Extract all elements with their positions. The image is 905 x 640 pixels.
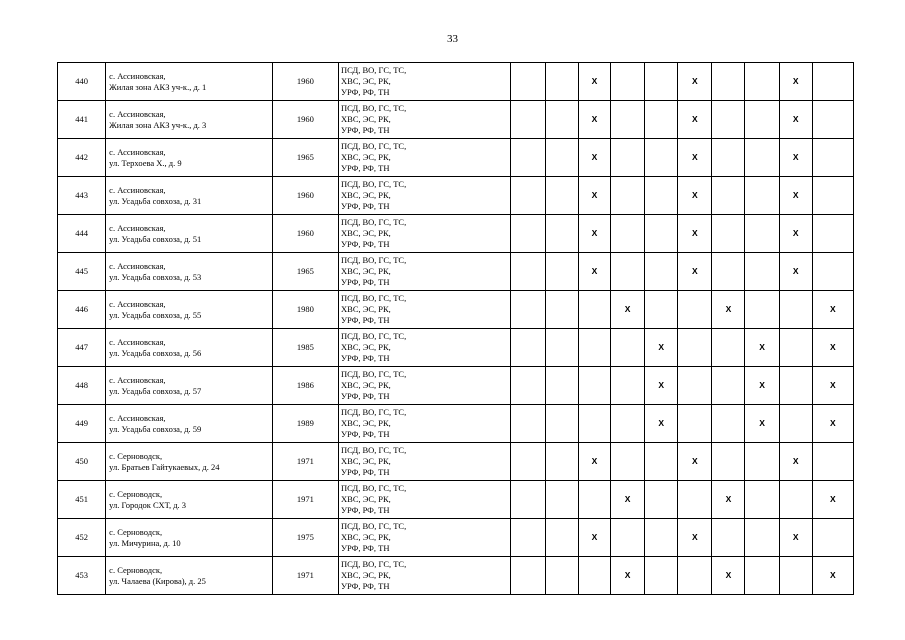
services-cell bbox=[339, 291, 511, 329]
services-line: УРФ, РФ, ТН bbox=[341, 125, 390, 135]
mark-cell bbox=[712, 329, 745, 367]
services-line: ПСД, ВО, ГС, ТС, bbox=[341, 255, 407, 265]
address-street: ул. Терхоева Х., д. 9 bbox=[109, 157, 182, 168]
services-cell bbox=[339, 253, 511, 291]
services-cell bbox=[339, 557, 511, 595]
mark-cell bbox=[611, 63, 645, 101]
mark-cell bbox=[545, 177, 578, 215]
mark-cell bbox=[812, 63, 853, 101]
mark-cell: X bbox=[779, 253, 812, 291]
services-line: ПСД, ВО, ГС, ТС, bbox=[341, 141, 407, 151]
services-cell bbox=[339, 367, 511, 405]
address-street: ул. Усадьба совхоза, д. 53 bbox=[109, 271, 202, 282]
mark-cell bbox=[578, 367, 610, 405]
table-row bbox=[58, 253, 854, 291]
address-settlement: с. Серноводск, bbox=[109, 488, 163, 499]
mark-cell bbox=[745, 557, 779, 595]
address-settlement: с. Ассиновская, bbox=[109, 336, 166, 347]
services-cell bbox=[339, 329, 511, 367]
mark-cell: X bbox=[611, 481, 645, 519]
mark-cell bbox=[645, 177, 678, 215]
address-street: ул. Усадьба совхоза, д. 55 bbox=[109, 309, 202, 320]
mark-cell bbox=[712, 367, 745, 405]
mark-cell: X bbox=[678, 101, 712, 139]
mark-cell bbox=[578, 405, 610, 443]
mark-cell bbox=[678, 405, 712, 443]
mark-cell bbox=[545, 519, 578, 557]
mark-cell bbox=[645, 557, 678, 595]
mark-cell bbox=[510, 63, 545, 101]
services-line: ПСД, ВО, ГС, ТС, bbox=[341, 559, 407, 569]
services-cell bbox=[339, 63, 511, 101]
build-year: 1985 bbox=[272, 329, 338, 367]
address-cell bbox=[106, 329, 273, 367]
services-line: ХВС, ЭС, РК, bbox=[341, 380, 391, 390]
services-line: ХВС, ЭС, РК, bbox=[341, 456, 391, 466]
address-cell bbox=[106, 443, 273, 481]
services-line: УРФ, РФ, ТН bbox=[341, 581, 390, 591]
row-number: 441 bbox=[58, 101, 106, 139]
mark-cell: X bbox=[745, 367, 779, 405]
row-number: 442 bbox=[58, 139, 106, 177]
services-line: ПСД, ВО, ГС, ТС, bbox=[341, 369, 407, 379]
mark-cell bbox=[611, 139, 645, 177]
mark-cell bbox=[510, 443, 545, 481]
mark-cell: X bbox=[578, 253, 610, 291]
mark-cell bbox=[545, 215, 578, 253]
services-line: ПСД, ВО, ГС, ТС, bbox=[341, 445, 407, 455]
mark-cell bbox=[545, 481, 578, 519]
mark-cell bbox=[510, 215, 545, 253]
mark-cell: X bbox=[779, 63, 812, 101]
mark-cell bbox=[611, 367, 645, 405]
mark-cell bbox=[745, 215, 779, 253]
address-settlement: с. Ассиновская, bbox=[109, 374, 166, 385]
mark-cell bbox=[645, 215, 678, 253]
mark-cell bbox=[645, 101, 678, 139]
mark-cell bbox=[745, 139, 779, 177]
mark-cell bbox=[578, 329, 610, 367]
services-cell bbox=[339, 481, 511, 519]
mark-cell: X bbox=[611, 557, 645, 595]
table-row bbox=[58, 101, 854, 139]
mark-cell: X bbox=[712, 481, 745, 519]
mark-cell bbox=[545, 291, 578, 329]
mark-cell bbox=[745, 291, 779, 329]
address-street: ул. Усадьба совхоза, д. 56 bbox=[109, 347, 202, 358]
mark-cell: X bbox=[779, 177, 812, 215]
row-number: 449 bbox=[58, 405, 106, 443]
address-cell bbox=[106, 481, 273, 519]
build-year: 1971 bbox=[272, 557, 338, 595]
mark-cell: X bbox=[645, 329, 678, 367]
services-line: ПСД, ВО, ГС, ТС, bbox=[341, 65, 407, 75]
mark-cell bbox=[745, 443, 779, 481]
address-street: ул. Мичурина, д. 10 bbox=[109, 537, 181, 548]
mark-cell bbox=[712, 63, 745, 101]
mark-cell: X bbox=[678, 177, 712, 215]
mark-cell bbox=[645, 481, 678, 519]
mark-cell bbox=[712, 519, 745, 557]
mark-cell bbox=[712, 405, 745, 443]
mark-cell: X bbox=[678, 519, 712, 557]
housing-registry-table bbox=[57, 62, 854, 595]
mark-cell bbox=[779, 557, 812, 595]
mark-cell bbox=[812, 139, 853, 177]
mark-cell bbox=[645, 443, 678, 481]
services-line: УРФ, РФ, ТН bbox=[341, 163, 390, 173]
address-street: ул. Братьев Гайтукаевых, д. 24 bbox=[109, 461, 220, 472]
mark-cell bbox=[545, 63, 578, 101]
mark-cell bbox=[745, 101, 779, 139]
row-number: 453 bbox=[58, 557, 106, 595]
mark-cell: X bbox=[812, 481, 853, 519]
mark-cell bbox=[712, 443, 745, 481]
mark-cell bbox=[510, 253, 545, 291]
address-street: ул. Усадьба совхоза, д. 51 bbox=[109, 233, 202, 244]
mark-cell bbox=[745, 253, 779, 291]
mark-cell bbox=[611, 101, 645, 139]
mark-cell: X bbox=[779, 519, 812, 557]
services-line: ХВС, ЭС, РК, bbox=[341, 190, 391, 200]
mark-cell: X bbox=[678, 253, 712, 291]
address-cell bbox=[106, 63, 273, 101]
build-year: 1971 bbox=[272, 443, 338, 481]
mark-cell bbox=[645, 253, 678, 291]
services-line: ПСД, ВО, ГС, ТС, bbox=[341, 483, 407, 493]
mark-cell bbox=[611, 405, 645, 443]
mark-cell bbox=[678, 481, 712, 519]
address-cell bbox=[106, 177, 273, 215]
mark-cell bbox=[779, 405, 812, 443]
mark-cell bbox=[779, 329, 812, 367]
services-cell bbox=[339, 215, 511, 253]
mark-cell bbox=[712, 253, 745, 291]
mark-cell bbox=[678, 557, 712, 595]
table-body bbox=[58, 63, 854, 595]
build-year: 1965 bbox=[272, 139, 338, 177]
address-cell bbox=[106, 519, 273, 557]
mark-cell bbox=[812, 215, 853, 253]
address-cell bbox=[106, 557, 273, 595]
mark-cell bbox=[645, 291, 678, 329]
mark-cell: X bbox=[578, 63, 610, 101]
services-line: УРФ, РФ, ТН bbox=[341, 543, 390, 553]
address-cell bbox=[106, 101, 273, 139]
address-settlement: с. Ассиновская, bbox=[109, 260, 166, 271]
services-line: ПСД, ВО, ГС, ТС, bbox=[341, 521, 407, 531]
services-line: ХВС, ЭС, РК, bbox=[341, 152, 391, 162]
mark-cell bbox=[611, 443, 645, 481]
mark-cell: X bbox=[812, 291, 853, 329]
table-row bbox=[58, 215, 854, 253]
services-line: УРФ, РФ, ТН bbox=[341, 505, 390, 515]
address-street: ул. Усадьба совхоза, д. 31 bbox=[109, 195, 202, 206]
mark-cell: X bbox=[645, 405, 678, 443]
mark-cell: X bbox=[812, 405, 853, 443]
mark-cell bbox=[611, 519, 645, 557]
mark-cell: X bbox=[578, 443, 610, 481]
services-line: ХВС, ЭС, РК, bbox=[341, 114, 391, 124]
build-year: 1986 bbox=[272, 367, 338, 405]
services-line: ХВС, ЭС, РК, bbox=[341, 570, 391, 580]
table-row bbox=[58, 405, 854, 443]
mark-cell bbox=[510, 481, 545, 519]
services-line: ПСД, ВО, ГС, ТС, bbox=[341, 331, 407, 341]
address-settlement: с. Ассиновская, bbox=[109, 70, 166, 81]
mark-cell bbox=[745, 63, 779, 101]
mark-cell: X bbox=[678, 139, 712, 177]
services-line: ПСД, ВО, ГС, ТС, bbox=[341, 103, 407, 113]
mark-cell bbox=[611, 253, 645, 291]
mark-cell: X bbox=[812, 329, 853, 367]
mark-cell: X bbox=[779, 101, 812, 139]
row-number: 444 bbox=[58, 215, 106, 253]
mark-cell: X bbox=[779, 443, 812, 481]
address-street: ул. Чалаева (Кирова), д. 25 bbox=[109, 575, 206, 586]
address-street: ул. Усадьба совхоза, д. 57 bbox=[109, 385, 202, 396]
address-cell bbox=[106, 367, 273, 405]
services-line: УРФ, РФ, ТН bbox=[341, 201, 390, 211]
mark-cell bbox=[510, 291, 545, 329]
mark-cell bbox=[611, 177, 645, 215]
mark-cell bbox=[510, 139, 545, 177]
mark-cell bbox=[645, 63, 678, 101]
address-settlement: с. Ассиновская, bbox=[109, 298, 166, 309]
address-cell bbox=[106, 405, 273, 443]
services-line: ХВС, ЭС, РК, bbox=[341, 418, 391, 428]
row-number: 448 bbox=[58, 367, 106, 405]
row-number: 451 bbox=[58, 481, 106, 519]
mark-cell bbox=[678, 291, 712, 329]
mark-cell bbox=[712, 139, 745, 177]
mark-cell bbox=[812, 443, 853, 481]
services-line: ХВС, ЭС, РК, bbox=[341, 342, 391, 352]
services-cell bbox=[339, 519, 511, 557]
address-street: ул. Усадьба совхоза, д. 59 bbox=[109, 423, 202, 434]
address-settlement: с. Серноводск, bbox=[109, 526, 163, 537]
mark-cell: X bbox=[611, 291, 645, 329]
build-year: 1960 bbox=[272, 101, 338, 139]
mark-cell bbox=[678, 329, 712, 367]
address-street: ул. Городок СХТ, д. 3 bbox=[109, 499, 187, 510]
services-line: ПСД, ВО, ГС, ТС, bbox=[341, 407, 407, 417]
build-year: 1960 bbox=[272, 63, 338, 101]
services-line: ПСД, ВО, ГС, ТС, bbox=[341, 217, 407, 227]
table-row bbox=[58, 63, 854, 101]
services-cell bbox=[339, 139, 511, 177]
mark-cell bbox=[779, 291, 812, 329]
mark-cell bbox=[611, 329, 645, 367]
mark-cell: X bbox=[779, 215, 812, 253]
build-year: 1965 bbox=[272, 253, 338, 291]
mark-cell: X bbox=[712, 557, 745, 595]
services-line: ХВС, ЭС, РК, bbox=[341, 266, 391, 276]
mark-cell bbox=[545, 405, 578, 443]
mark-cell bbox=[578, 481, 610, 519]
address-settlement: с. Ассиновская, bbox=[109, 222, 166, 233]
mark-cell: X bbox=[578, 101, 610, 139]
mark-cell bbox=[510, 405, 545, 443]
mark-cell bbox=[510, 101, 545, 139]
services-line: ХВС, ЭС, РК, bbox=[341, 76, 391, 86]
row-number: 446 bbox=[58, 291, 106, 329]
table-row bbox=[58, 557, 854, 595]
services-line: УРФ, РФ, ТН bbox=[341, 429, 390, 439]
build-year: 1975 bbox=[272, 519, 338, 557]
row-number: 443 bbox=[58, 177, 106, 215]
mark-cell bbox=[712, 215, 745, 253]
mark-cell bbox=[510, 329, 545, 367]
build-year: 1980 bbox=[272, 291, 338, 329]
table-row bbox=[58, 291, 854, 329]
row-number: 450 bbox=[58, 443, 106, 481]
row-number: 447 bbox=[58, 329, 106, 367]
mark-cell bbox=[645, 519, 678, 557]
address-settlement: с. Серноводск, bbox=[109, 564, 163, 575]
table-row bbox=[58, 329, 854, 367]
mark-cell: X bbox=[745, 405, 779, 443]
mark-cell bbox=[545, 101, 578, 139]
mark-cell bbox=[510, 519, 545, 557]
mark-cell: X bbox=[678, 443, 712, 481]
address-settlement: с. Ассиновская, bbox=[109, 412, 166, 423]
mark-cell: X bbox=[578, 139, 610, 177]
address-cell bbox=[106, 291, 273, 329]
mark-cell: X bbox=[812, 367, 853, 405]
mark-cell bbox=[745, 519, 779, 557]
services-line: УРФ, РФ, ТН bbox=[341, 467, 390, 477]
mark-cell: X bbox=[578, 177, 610, 215]
mark-cell bbox=[510, 367, 545, 405]
mark-cell bbox=[545, 253, 578, 291]
table-row bbox=[58, 519, 854, 557]
table-row bbox=[58, 177, 854, 215]
address-settlement: с. Ассиновская, bbox=[109, 146, 166, 157]
mark-cell bbox=[578, 291, 610, 329]
table-row bbox=[58, 481, 854, 519]
mark-cell bbox=[779, 367, 812, 405]
address-settlement: с. Ассиновская, bbox=[109, 108, 166, 119]
services-line: ХВС, ЭС, РК, bbox=[341, 532, 391, 542]
services-line: ПСД, ВО, ГС, ТС, bbox=[341, 293, 407, 303]
address-settlement: с. Серноводск, bbox=[109, 450, 163, 461]
mark-cell bbox=[812, 177, 853, 215]
build-year: 1971 bbox=[272, 481, 338, 519]
mark-cell bbox=[645, 139, 678, 177]
mark-cell bbox=[812, 101, 853, 139]
services-line: УРФ, РФ, ТН bbox=[341, 391, 390, 401]
mark-cell: X bbox=[578, 215, 610, 253]
mark-cell: X bbox=[678, 215, 712, 253]
mark-cell bbox=[578, 557, 610, 595]
mark-cell bbox=[745, 481, 779, 519]
mark-cell bbox=[510, 557, 545, 595]
services-cell bbox=[339, 177, 511, 215]
mark-cell bbox=[712, 177, 745, 215]
mark-cell bbox=[712, 101, 745, 139]
row-number: 445 bbox=[58, 253, 106, 291]
mark-cell bbox=[812, 519, 853, 557]
mark-cell: X bbox=[712, 291, 745, 329]
mark-cell bbox=[779, 481, 812, 519]
address-cell bbox=[106, 215, 273, 253]
services-cell bbox=[339, 101, 511, 139]
services-line: УРФ, РФ, ТН bbox=[341, 87, 390, 97]
services-line: УРФ, РФ, ТН bbox=[341, 277, 390, 287]
address-cell bbox=[106, 253, 273, 291]
mark-cell: X bbox=[812, 557, 853, 595]
build-year: 1960 bbox=[272, 215, 338, 253]
address-street: Жилая зона АКЗ уч-к., д. 1 bbox=[109, 81, 207, 92]
services-line: УРФ, РФ, ТН bbox=[341, 315, 390, 325]
services-cell bbox=[339, 443, 511, 481]
services-line: ХВС, ЭС, РК, bbox=[341, 304, 391, 314]
services-line: ХВС, ЭС, РК, bbox=[341, 494, 391, 504]
services-line: ПСД, ВО, ГС, ТС, bbox=[341, 179, 407, 189]
mark-cell bbox=[745, 177, 779, 215]
mark-cell bbox=[545, 367, 578, 405]
mark-cell: X bbox=[678, 63, 712, 101]
mark-cell bbox=[545, 557, 578, 595]
mark-cell: X bbox=[779, 139, 812, 177]
services-line: УРФ, РФ, ТН bbox=[341, 353, 390, 363]
address-settlement: с. Ассиновская, bbox=[109, 184, 166, 195]
row-number: 440 bbox=[58, 63, 106, 101]
mark-cell bbox=[812, 253, 853, 291]
page-number: 33 bbox=[447, 33, 458, 45]
mark-cell: X bbox=[645, 367, 678, 405]
mark-cell bbox=[545, 329, 578, 367]
mark-cell bbox=[611, 215, 645, 253]
build-year: 1960 bbox=[272, 177, 338, 215]
services-line: ХВС, ЭС, РК, bbox=[341, 228, 391, 238]
table-row bbox=[58, 139, 854, 177]
mark-cell bbox=[545, 443, 578, 481]
mark-cell bbox=[678, 367, 712, 405]
mark-cell: X bbox=[578, 519, 610, 557]
mark-cell bbox=[545, 139, 578, 177]
address-street: Жилая зона АКЗ уч-к., д. 3 bbox=[109, 119, 207, 130]
mark-cell bbox=[510, 177, 545, 215]
services-cell bbox=[339, 405, 511, 443]
mark-cell: X bbox=[745, 329, 779, 367]
row-number: 452 bbox=[58, 519, 106, 557]
services-line: УРФ, РФ, ТН bbox=[341, 239, 390, 249]
table-row bbox=[58, 443, 854, 481]
table-row bbox=[58, 367, 854, 405]
build-year: 1989 bbox=[272, 405, 338, 443]
address-cell bbox=[106, 139, 273, 177]
